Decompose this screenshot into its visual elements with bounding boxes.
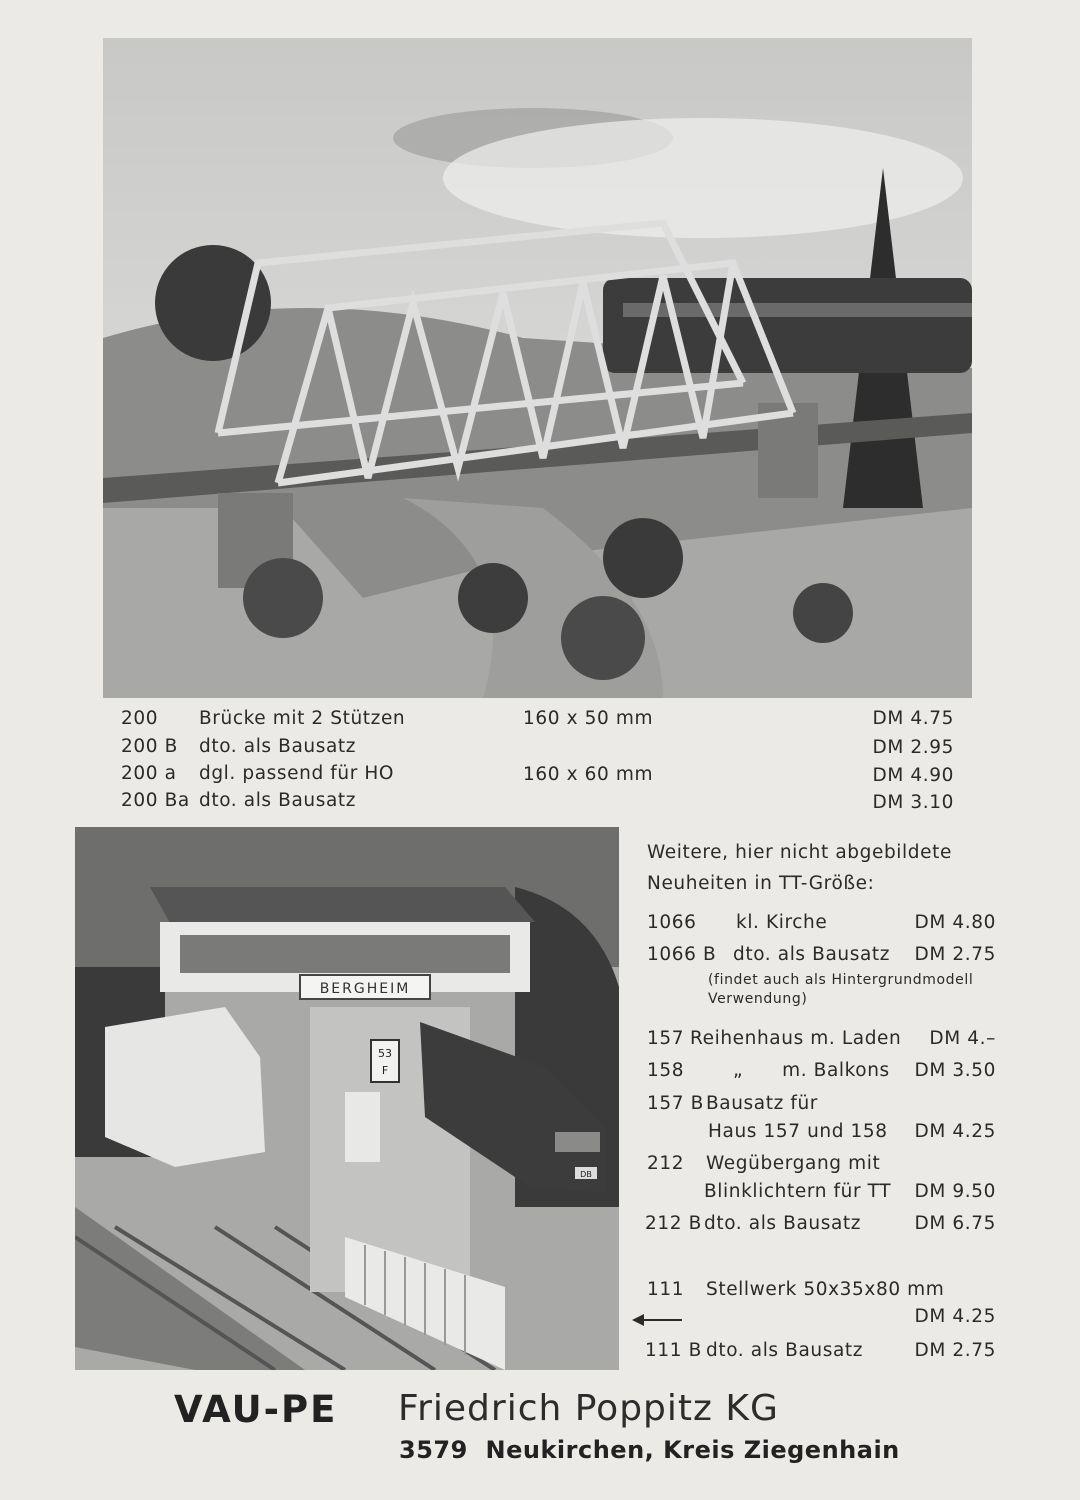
- item-description: dgl. passend für HO: [199, 763, 395, 784]
- item-price: DM 4.–: [929, 1028, 996, 1049]
- item-number: 200 Ba: [121, 790, 190, 811]
- item-size: 160 x 60 mm: [523, 764, 654, 785]
- item-number: 158: [647, 1060, 685, 1081]
- item-price: DM 3.10: [872, 792, 954, 813]
- item-number: 200: [121, 708, 159, 729]
- item-price: DM 6.75: [914, 1213, 996, 1234]
- item-description: Reihenhaus m. Laden: [690, 1028, 902, 1049]
- item-price: DM 2.75: [914, 1340, 996, 1361]
- item-price: DM 2.75: [914, 944, 996, 965]
- item-number: 212: [647, 1153, 685, 1174]
- item-price: DM 2.95: [872, 737, 954, 758]
- item-description: Bausatz für: [706, 1093, 819, 1114]
- item-price: DM 4.75: [872, 708, 954, 729]
- item-price: DM 4.90: [872, 765, 954, 786]
- station-name-sign: BERGHEIM: [319, 981, 411, 997]
- note-line-1: (findet auch als Hintergrundmodell: [708, 972, 974, 988]
- arrow-left-icon: [632, 1312, 684, 1328]
- intro-line-1: Weitere, hier nicht abgebildete: [647, 842, 952, 863]
- item-number: 111 B: [645, 1340, 702, 1361]
- item-description: Stellwerk 50x35x80 mm: [706, 1279, 945, 1300]
- item-description: dto. als Bausatz: [733, 944, 891, 965]
- item-description-line-2: Blinklichtern für TT: [704, 1181, 892, 1202]
- item-price: DM 4.80: [914, 912, 996, 933]
- item-description: dto. als Bausatz: [199, 790, 357, 811]
- item-price: DM 9.50: [914, 1181, 996, 1202]
- item-description: „ m. Balkons: [733, 1060, 890, 1081]
- item-number: 157: [647, 1028, 685, 1049]
- item-description: kl. Kirche: [736, 912, 828, 933]
- item-number: 212 B: [645, 1213, 702, 1234]
- item-description: dto. als Bausatz: [704, 1213, 862, 1234]
- brand-name: VAU-PE: [174, 1388, 338, 1431]
- item-number: 1066 B: [647, 944, 717, 965]
- item-number: 200 B: [121, 736, 178, 757]
- item-description: Wegübergang mit: [706, 1153, 881, 1174]
- item-number: 111: [647, 1279, 685, 1300]
- item-number: 200 a: [121, 763, 177, 784]
- signal-tower-photo: [75, 827, 619, 1370]
- item-price: DM 3.50: [914, 1060, 996, 1081]
- tower-number-top: 53: [378, 1047, 392, 1060]
- item-size: 160 x 50 mm: [523, 708, 654, 729]
- item-number: 1066: [647, 912, 697, 933]
- item-price: DM 4.25: [914, 1306, 996, 1327]
- loco-badge: DB: [580, 1170, 592, 1179]
- company-address: 3579 Neukirchen, Kreis Ziegenhain: [399, 1436, 900, 1464]
- item-description: Brücke mit 2 Stützen: [199, 708, 406, 729]
- tower-number-bottom: F: [381, 1064, 389, 1077]
- item-description: dto. als Bausatz: [706, 1340, 864, 1361]
- note-line-2: Verwendung): [708, 991, 808, 1007]
- company-name: Friedrich Poppitz KG: [398, 1388, 779, 1429]
- item-price: DM 4.25: [914, 1121, 996, 1142]
- item-description: dto. als Bausatz: [199, 736, 357, 757]
- bridge-photo: [103, 38, 972, 698]
- intro-line-2: Neuheiten in TT-Größe:: [647, 873, 875, 894]
- item-description-line-2: Haus 157 und 158: [708, 1121, 888, 1142]
- item-number: 157 B: [647, 1093, 704, 1114]
